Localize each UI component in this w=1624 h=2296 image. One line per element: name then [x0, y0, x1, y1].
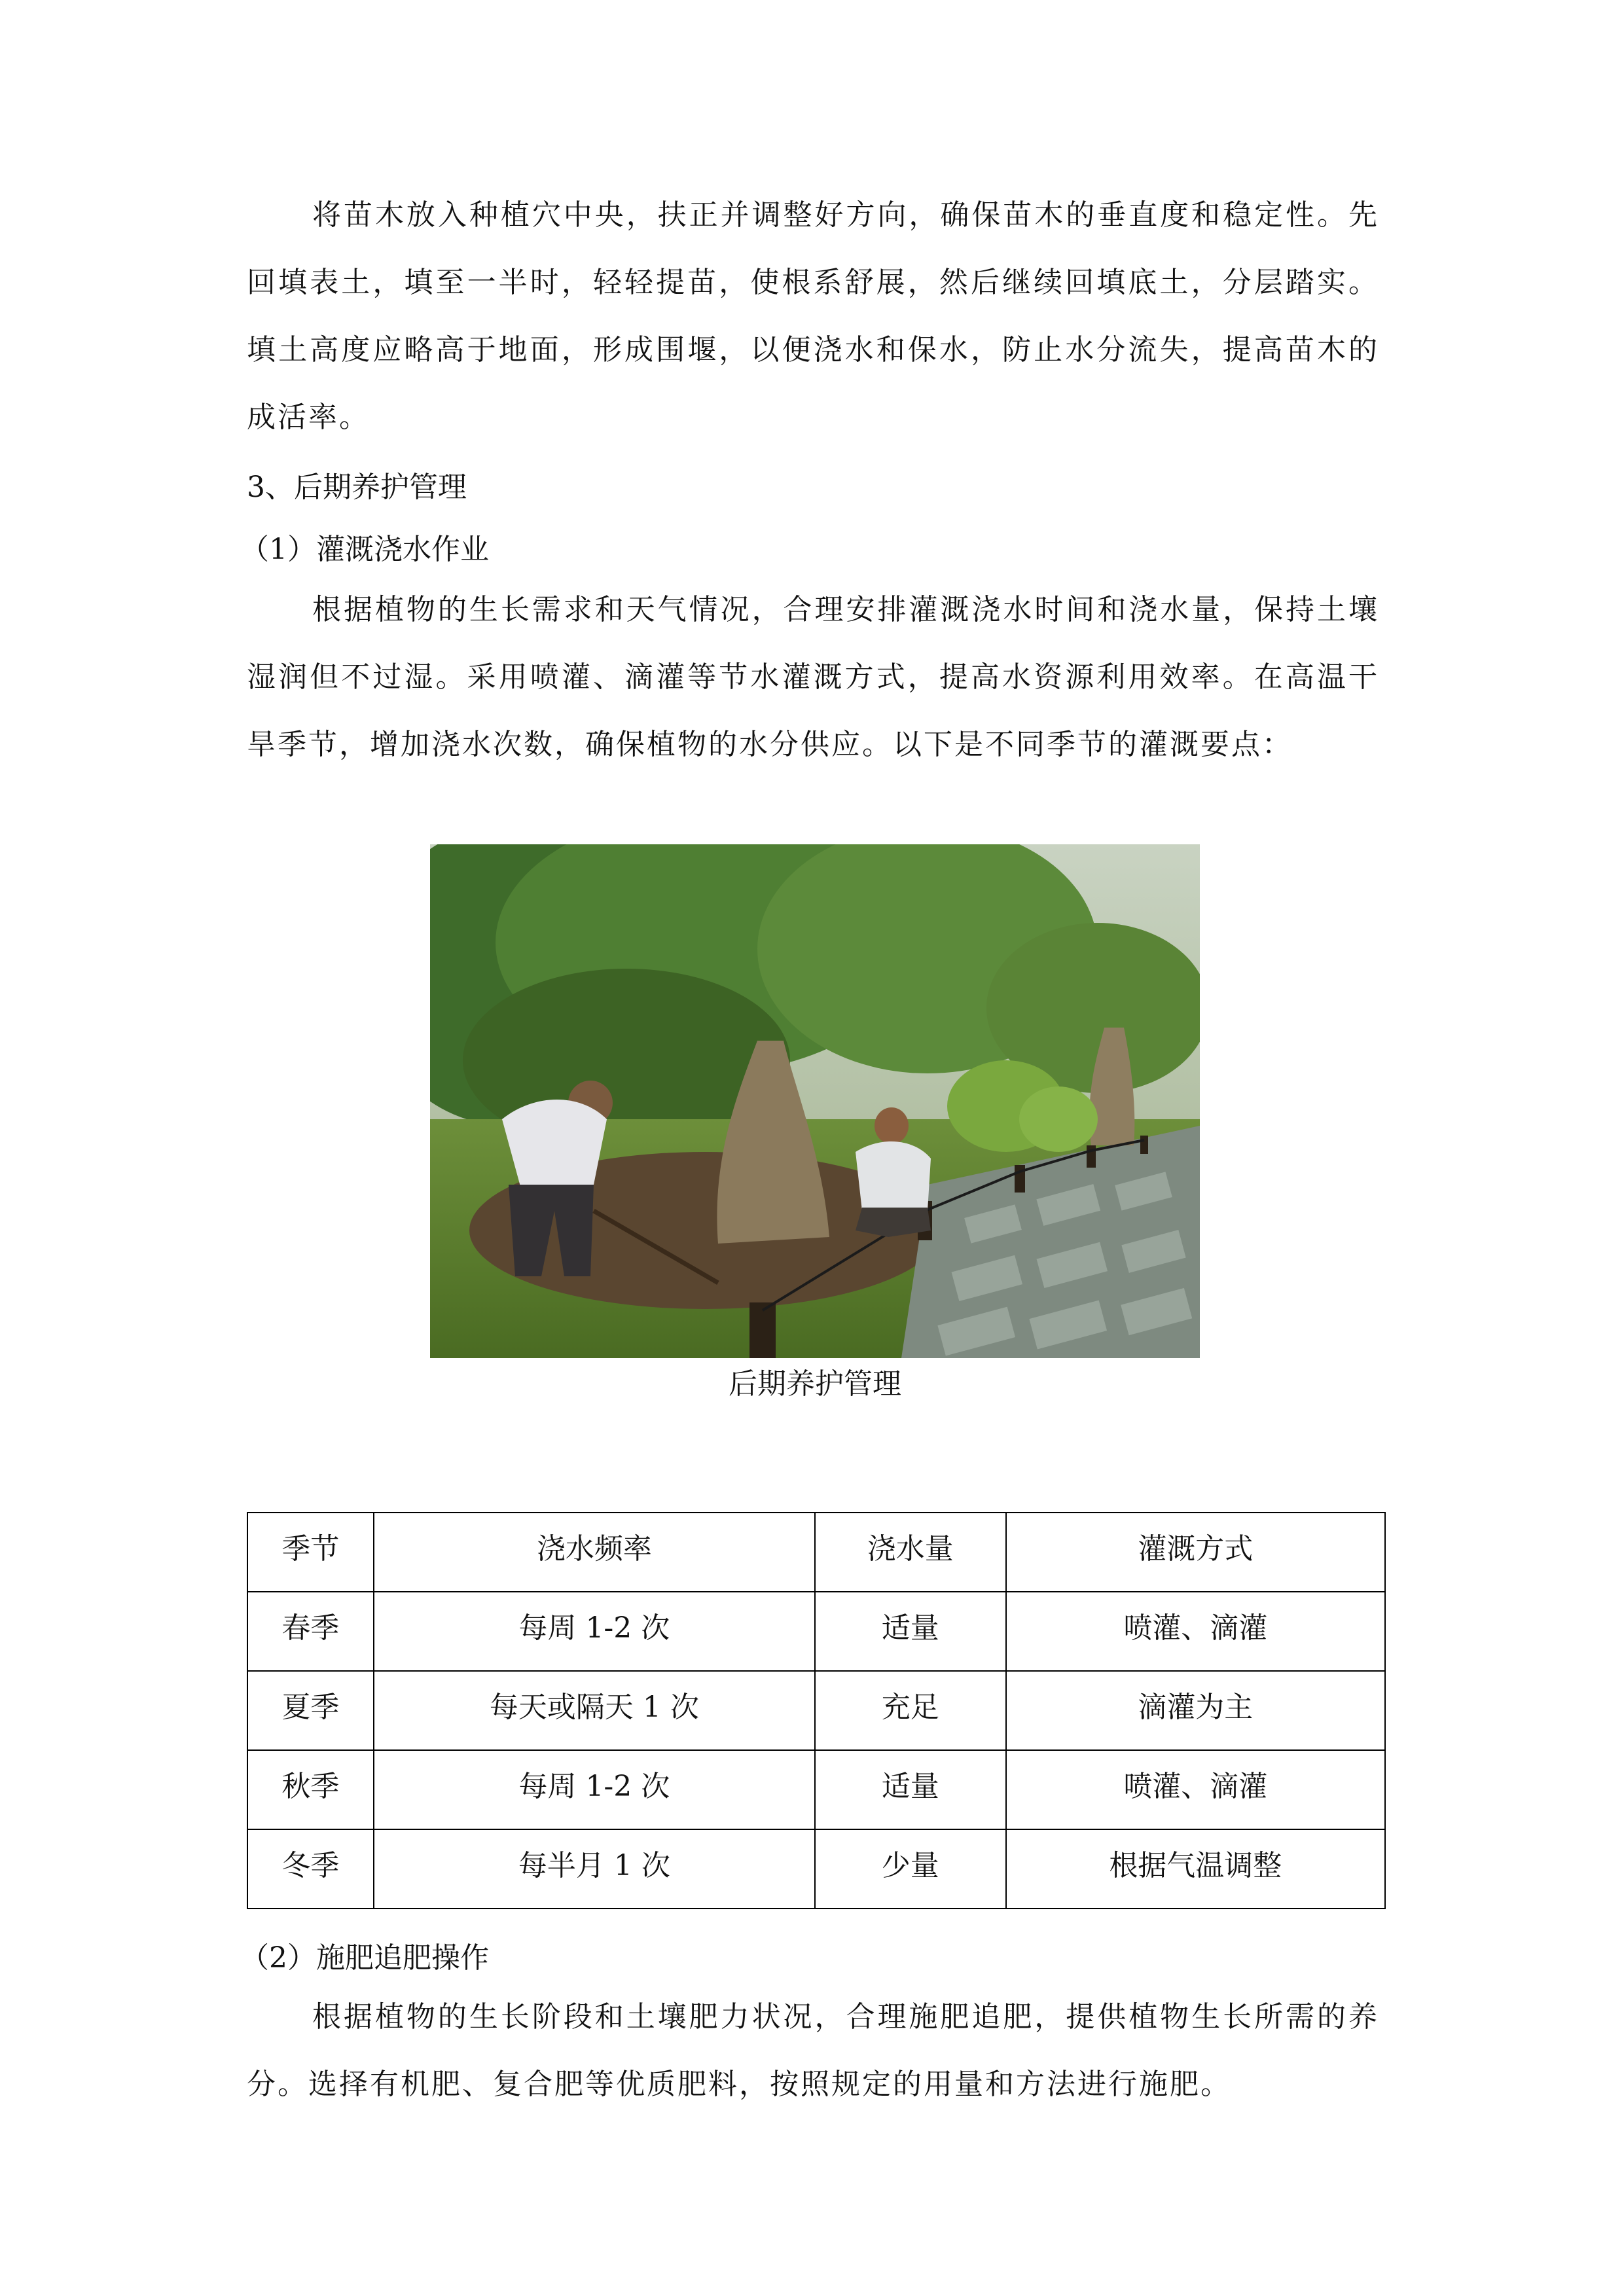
table-cell: 每周 1-2 次 — [374, 1750, 815, 1829]
table-row — [247, 1829, 1385, 1909]
table-cell: 适量 — [815, 1592, 1006, 1671]
table-header-cell: 浇水量 — [815, 1513, 1006, 1592]
table-cell: 夏季 — [247, 1671, 374, 1750]
table-header-row — [247, 1513, 1385, 1592]
table-cell: 喷灌、滴灌 — [1006, 1592, 1385, 1671]
subheading-fertilizing: （2）施肥追肥操作 — [240, 1941, 489, 1975]
table-cell: 每半月 1 次 — [374, 1829, 815, 1909]
paragraph-fertilizing: 根据植物的生长阶段和土壤肥力状况，合理施肥追肥，提供植物生长所需的养分。选择有机肥、复合肥等优质肥料，按照规定的用量和方法进行施肥。 — [247, 2000, 1379, 2101]
irrigation-table — [247, 1512, 1386, 1909]
maintenance-photo — [430, 844, 1200, 1358]
table-cell: 少量 — [815, 1829, 1006, 1909]
section-heading-maintenance: 3、后期养护管理 — [247, 471, 467, 504]
paragraph-planting: 将苗木放入种植穴中央，扶正并调整好方向，确保苗木的垂直度和稳定性。先回填表土，填至一半时，轻轻提苗，使根系舒展，然后继续回填底土，分层踏实。填土高度应略高于地面，形成围堰，以便浇水和保水，防止水分流失，提高苗木的成活率。 — [247, 198, 1379, 434]
table-row — [247, 1671, 1385, 1750]
table-cell: 根据气温调整 — [1006, 1829, 1385, 1909]
paragraph-irrigation: 根据植物的生长需求和天气情况，合理安排灌溉浇水时间和浇水量，保持土壤湿润但不过湿。采用喷灌、滴灌等节水灌溉方式，提高水资源利用效率。在高温干旱季节，增加浇水次数，确保植物的水分供应。以下是不同季节的灌溉要点： — [247, 593, 1379, 761]
table-cell: 每天或隔天 1 次 — [374, 1671, 815, 1750]
table-cell: 冬季 — [247, 1829, 374, 1909]
table-row — [247, 1750, 1385, 1829]
table-cell: 春季 — [247, 1592, 374, 1671]
table-cell: 喷灌、滴灌 — [1006, 1750, 1385, 1829]
table-header-cell: 季节 — [247, 1513, 374, 1592]
photo-caption: 后期养护管理 — [729, 1367, 901, 1401]
subheading-irrigation: （1）灌溉浇水作业 — [240, 533, 489, 566]
table-cell: 每周 1-2 次 — [374, 1592, 815, 1671]
table-cell: 适量 — [815, 1750, 1006, 1829]
table-header-cell: 浇水频率 — [374, 1513, 815, 1592]
table-cell: 秋季 — [247, 1750, 374, 1829]
table-header-cell: 灌溉方式 — [1006, 1513, 1385, 1592]
table-cell: 充足 — [815, 1671, 1006, 1750]
table-cell: 滴灌为主 — [1006, 1671, 1385, 1750]
table-row — [247, 1592, 1385, 1671]
